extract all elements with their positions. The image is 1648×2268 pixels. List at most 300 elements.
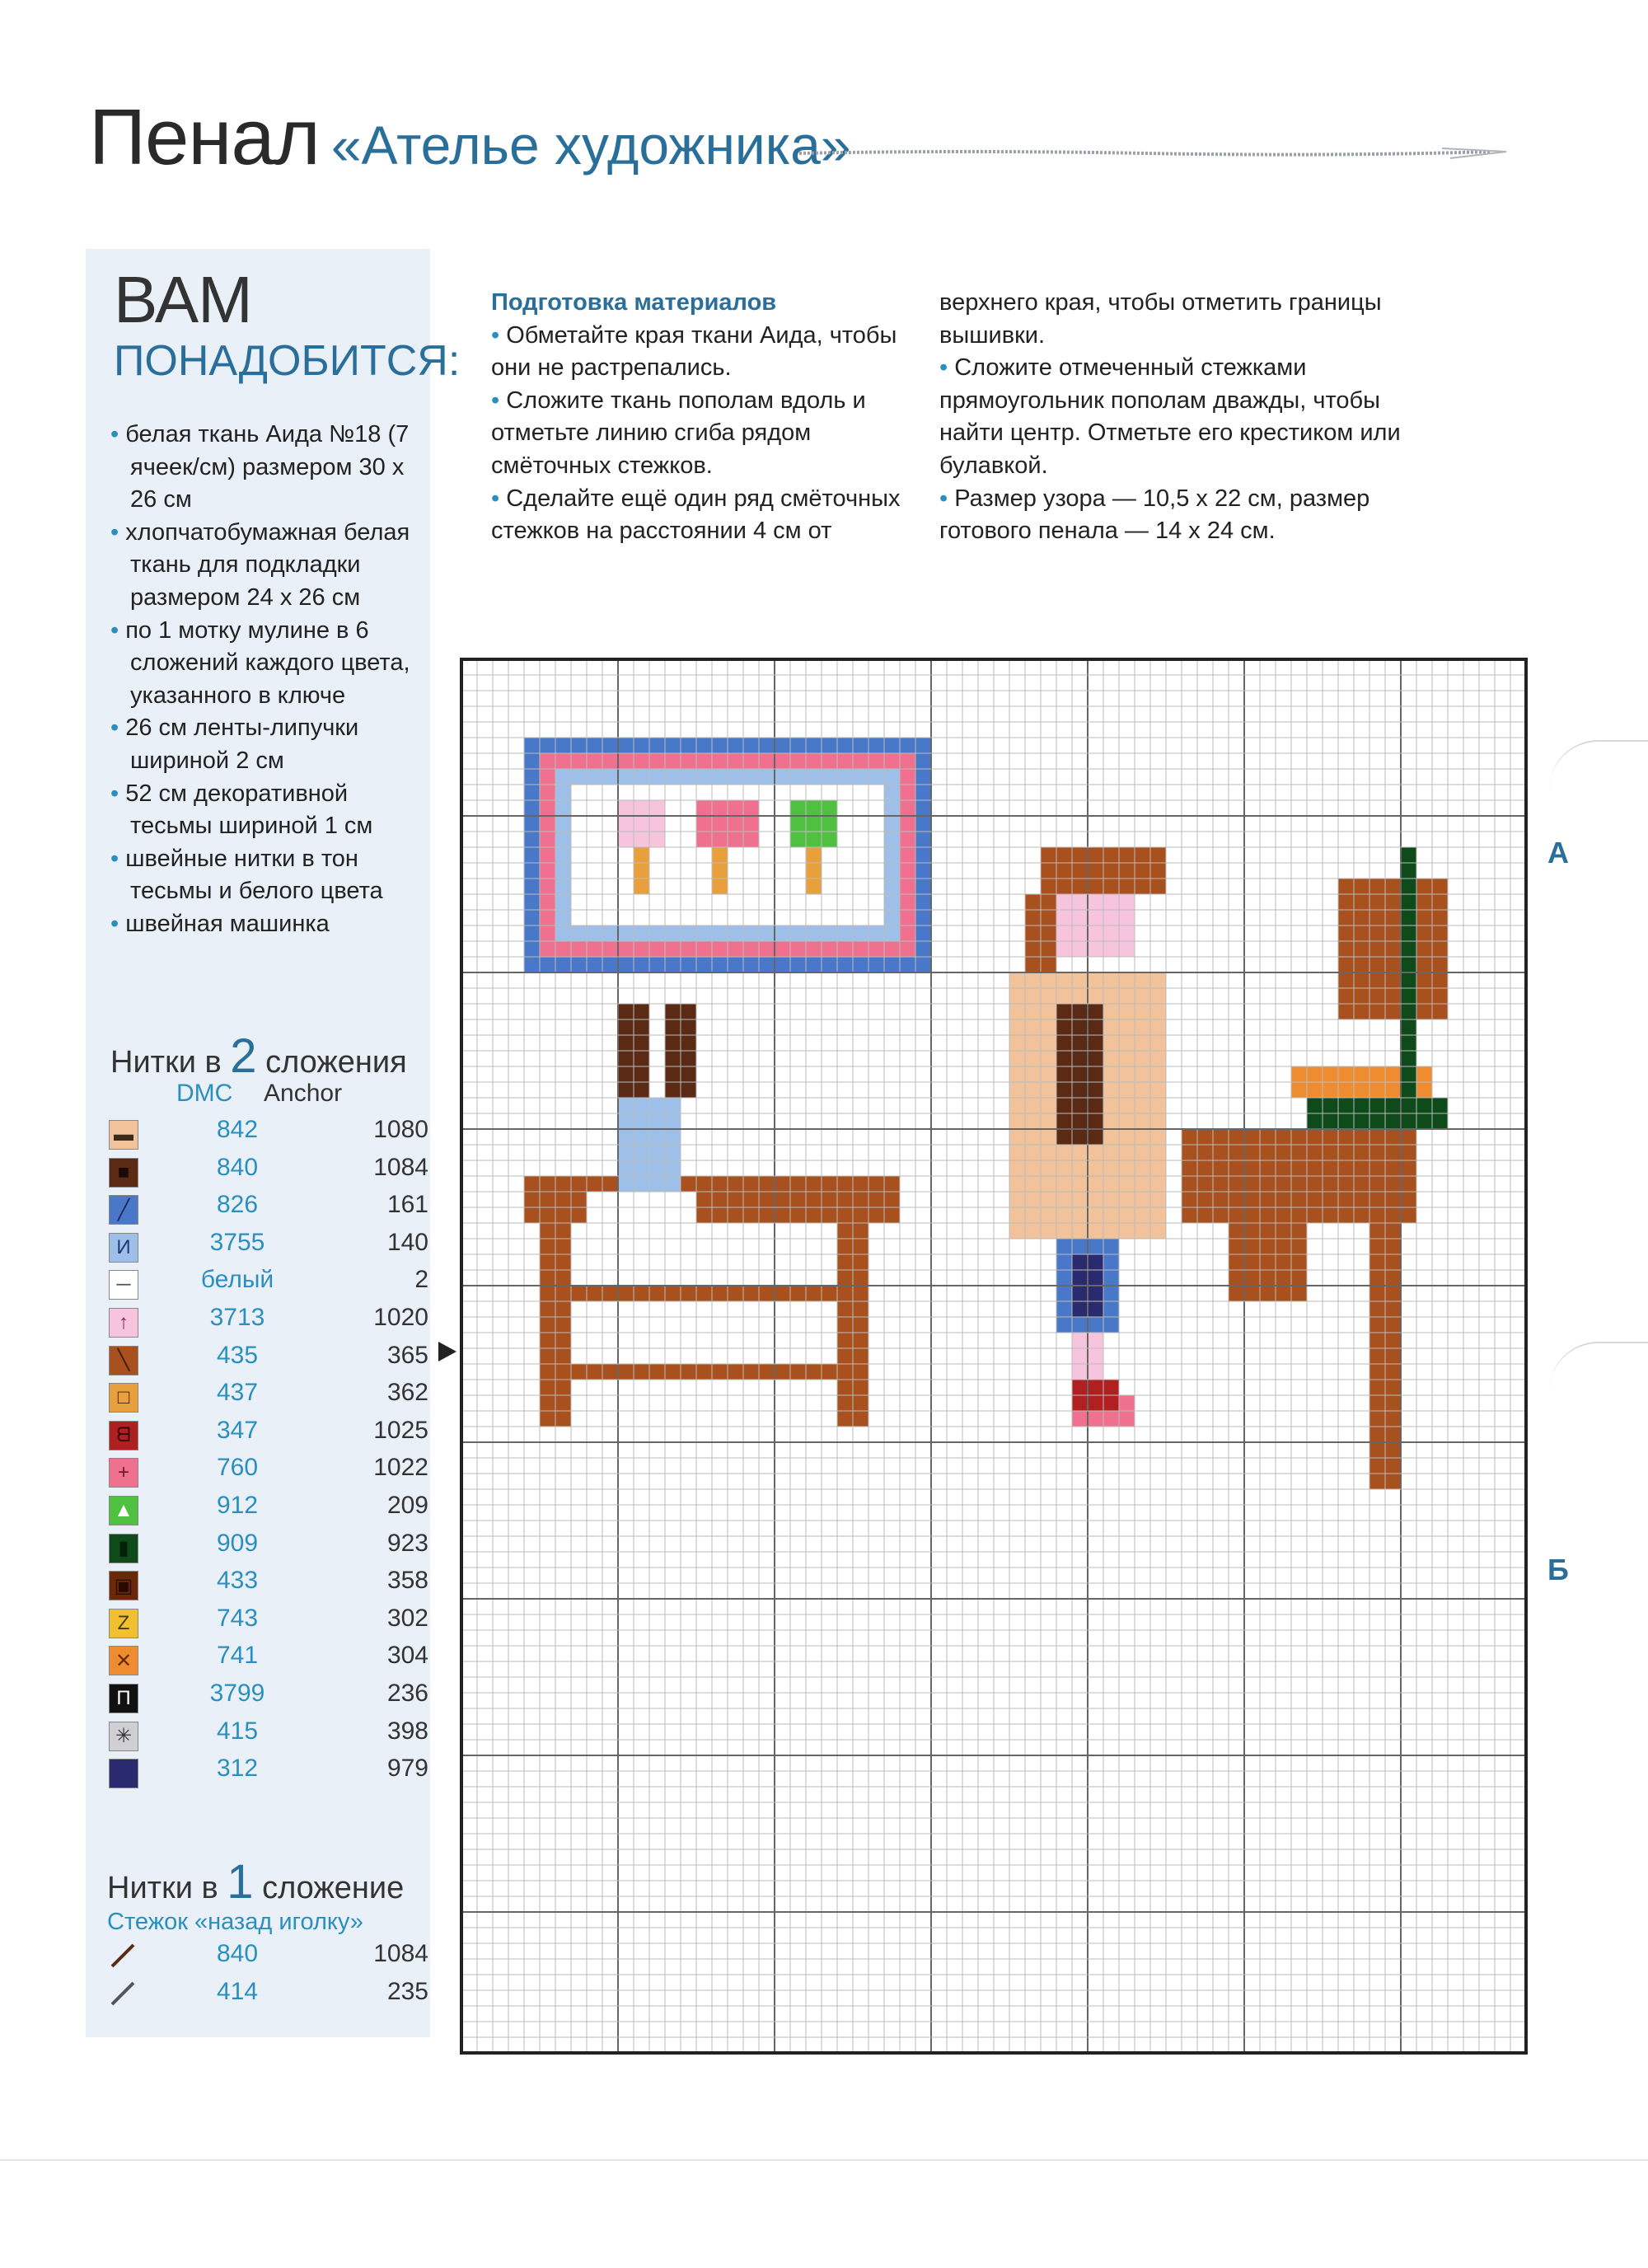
stitch [571, 847, 587, 863]
stitch [665, 816, 681, 832]
stitch [681, 910, 696, 925]
stitch [1150, 879, 1166, 894]
stitch [822, 800, 837, 816]
stitch [665, 1113, 681, 1129]
stitch [712, 941, 728, 957]
stitch [681, 800, 696, 816]
stitch [775, 910, 790, 925]
stitch [1385, 1254, 1401, 1270]
stitch [1009, 1004, 1025, 1019]
stitch [1323, 1066, 1338, 1082]
stitch [868, 800, 884, 816]
page-title [89, 92, 851, 183]
stitch [1135, 879, 1150, 894]
stitch [1369, 1019, 1385, 1035]
stitch [1119, 1207, 1135, 1223]
bottom-rule [0, 2159, 1648, 2161]
stitch [884, 863, 900, 879]
key-swatch: ■ [109, 1158, 138, 1188]
stitch [853, 769, 868, 785]
stitch [587, 957, 602, 972]
key-swatch: И [109, 1233, 138, 1263]
stitch [1025, 1035, 1041, 1051]
stitch [1135, 1066, 1150, 1082]
stitch [1354, 879, 1369, 894]
stitch [1088, 1113, 1103, 1129]
stitch [822, 1207, 837, 1223]
stitch [759, 800, 775, 816]
stitch [524, 957, 540, 972]
stitch [806, 941, 822, 957]
stitch [1369, 1301, 1385, 1317]
key-swatch: ✳ [109, 1722, 138, 1751]
center-arrow-icon [438, 1342, 456, 1361]
stitch [1385, 1098, 1401, 1113]
stitch [571, 1286, 587, 1301]
stitch [1119, 1066, 1135, 1082]
col-dmc-header: DMC [176, 1080, 233, 1107]
stitch [1401, 879, 1416, 894]
stitch [618, 1019, 634, 1035]
stitch [868, 832, 884, 847]
stitch [571, 832, 587, 847]
stitch [1088, 1333, 1103, 1348]
stitch [1088, 1129, 1103, 1145]
stitch [728, 785, 743, 800]
stitch [1354, 1035, 1369, 1051]
stitch [665, 863, 681, 879]
stitch [1150, 1082, 1166, 1098]
stitch [1338, 1004, 1354, 1019]
stitch [1416, 925, 1432, 941]
stitch [915, 941, 931, 957]
stitch [884, 894, 900, 910]
stitch [1307, 1207, 1323, 1223]
stitch [602, 816, 618, 832]
stitch [1150, 1223, 1166, 1239]
stitch [1150, 1004, 1166, 1019]
stitch [618, 769, 634, 785]
stitch [712, 910, 728, 925]
stitch [1323, 894, 1338, 910]
stitch [1416, 1019, 1432, 1035]
stitch [1323, 988, 1338, 1004]
stitch [665, 1004, 681, 1019]
stitch [1401, 1082, 1416, 1098]
stitch [1354, 1145, 1369, 1160]
stitch [540, 879, 555, 894]
stitch [555, 769, 571, 785]
stitch [1103, 1317, 1119, 1333]
stitch [884, 1207, 900, 1223]
stitch [524, 769, 540, 785]
stitch [806, 816, 822, 832]
stitch [712, 925, 728, 941]
stitch [1432, 1129, 1448, 1145]
stitch [712, 832, 728, 847]
stitch [1369, 1254, 1385, 1270]
stitch [1025, 1098, 1041, 1113]
stitch [555, 1333, 571, 1348]
stitch [1088, 925, 1103, 941]
stitch [1088, 1035, 1103, 1051]
key-row [109, 1452, 428, 1490]
stitch [1072, 1082, 1088, 1098]
backstitch-anchor: 1084 [373, 1940, 428, 1967]
stitch [775, 816, 790, 832]
stitch [790, 910, 806, 925]
stitch [1009, 1176, 1025, 1192]
stitch [1088, 972, 1103, 988]
stitch [1025, 1051, 1041, 1066]
stitch [1323, 879, 1338, 894]
stitch [900, 894, 915, 910]
stitch [1041, 1192, 1056, 1207]
stitch [806, 1286, 822, 1301]
stitch [555, 910, 571, 925]
stitch [1385, 832, 1401, 847]
stitch [1197, 1207, 1213, 1223]
stitch [1401, 1160, 1416, 1176]
stitch [853, 1192, 868, 1207]
stitch [759, 1176, 775, 1192]
stitch [1056, 1019, 1072, 1035]
stitch [681, 738, 696, 753]
stitch [696, 800, 712, 816]
stitch [665, 1160, 681, 1176]
stitch [1323, 1113, 1338, 1129]
key-anchor: 304 [386, 1642, 428, 1670]
stitch [1009, 972, 1025, 988]
stitch [1135, 1192, 1150, 1207]
stitch [775, 863, 790, 879]
stitch [571, 769, 587, 785]
stitch [837, 1270, 853, 1286]
stitch [1260, 1239, 1276, 1254]
stitch [1041, 1019, 1056, 1035]
stitch [1276, 1129, 1291, 1145]
stitch [1291, 1192, 1307, 1207]
stitch [1103, 1129, 1119, 1145]
stitch [1354, 988, 1369, 1004]
stitch [900, 863, 915, 879]
stitch [1056, 1051, 1072, 1066]
stitch [696, 753, 712, 769]
key-anchor: 1020 [373, 1304, 428, 1331]
stitch [806, 879, 822, 894]
stitch [1088, 1192, 1103, 1207]
stitch [915, 816, 931, 832]
stitch [1119, 1176, 1135, 1192]
stitch [1416, 1129, 1432, 1145]
stitch [1354, 941, 1369, 957]
stitch [1385, 1004, 1401, 1019]
stitch [618, 1066, 634, 1082]
stitch [1197, 1192, 1213, 1207]
stitch [1229, 1286, 1244, 1301]
backstitch-dmc: 414 [216, 1978, 259, 2005]
stitch [900, 910, 915, 925]
stitch [1323, 1051, 1338, 1066]
stitch [696, 863, 712, 879]
stitch [1416, 879, 1432, 894]
stitch [1009, 1192, 1025, 1207]
stitch [1103, 972, 1119, 988]
stitch [681, 941, 696, 957]
prep-item: • Размер узора — 10,5 х 22 см, размер готового пенала — 14 х 24 см. [939, 483, 1401, 548]
stitch [618, 1207, 634, 1223]
stitch [1150, 1129, 1166, 1145]
stitch [1009, 1160, 1025, 1176]
stitch [665, 769, 681, 785]
stitch [681, 863, 696, 879]
stitch [1056, 1301, 1072, 1317]
stitch [1338, 832, 1354, 847]
stitch [665, 1129, 681, 1145]
stitch [1307, 1192, 1323, 1207]
stitch [1072, 1098, 1088, 1113]
stitch [790, 925, 806, 941]
stitch [1307, 1160, 1323, 1176]
stitch [1432, 1098, 1448, 1113]
stitch [1338, 1176, 1354, 1192]
threads2-heading: Нитки в 2 сложения [110, 1029, 407, 1083]
stitch [1025, 988, 1041, 1004]
key-anchor: 302 [386, 1604, 428, 1632]
stitch [868, 785, 884, 800]
stitch [602, 800, 618, 816]
stitch [602, 832, 618, 847]
stitch [1338, 894, 1354, 910]
material-item: • белая ткань Аида №18 (7 ячеек/см) размером 30 х 26 см [110, 419, 424, 517]
stitch [822, 957, 837, 972]
stitch [1041, 972, 1056, 988]
stitch [649, 1364, 665, 1380]
stitch [618, 816, 634, 832]
stitch [587, 738, 602, 753]
stitch [853, 1395, 868, 1411]
stitch [915, 832, 931, 847]
stitch [634, 1113, 649, 1129]
stitch [649, 925, 665, 941]
stitch [1072, 1066, 1088, 1082]
stitch [1323, 1129, 1338, 1145]
stitch [555, 738, 571, 753]
stitch [1025, 894, 1041, 910]
prep-item: • Сложите отмеченный стежками прямоугольник пополам дважды, чтобы найти центр. Отметьте его крестиком или булавкой. [939, 352, 1401, 482]
stitch [1041, 894, 1056, 910]
stitch [1103, 1176, 1119, 1192]
stitch [1229, 1270, 1244, 1286]
stitch [1056, 1317, 1072, 1333]
stitch [681, 1004, 696, 1019]
stitch [555, 1176, 571, 1192]
stitch [822, 941, 837, 957]
stitch [759, 769, 775, 785]
stitch [681, 769, 696, 785]
stitch [681, 816, 696, 832]
stitch [681, 1066, 696, 1082]
stitch [1150, 1192, 1166, 1207]
stitch [602, 1192, 618, 1207]
stitch [775, 925, 790, 941]
stitch [837, 1411, 853, 1427]
stitch [1354, 925, 1369, 941]
stitch [649, 894, 665, 910]
stitch [634, 957, 649, 972]
stitch [1401, 910, 1416, 925]
stitch [618, 1286, 634, 1301]
stitch [696, 738, 712, 753]
stitch [1385, 972, 1401, 988]
stitch [1041, 1066, 1056, 1082]
stitch [1041, 1113, 1056, 1129]
stitch [1276, 1176, 1291, 1192]
prep-item: • Сделайте ещё один ряд смёточных стежков на расстоянии 4 см от [491, 483, 920, 548]
stitch [868, 816, 884, 832]
stitch [524, 941, 540, 957]
stitch [775, 879, 790, 894]
stitch [1323, 1160, 1338, 1176]
stitch [1323, 1082, 1338, 1098]
stitch [1103, 1035, 1119, 1051]
stitch [1401, 1176, 1416, 1192]
stitch [1385, 988, 1401, 1004]
stitch [634, 832, 649, 847]
stitch [1432, 1066, 1448, 1082]
stitch [1072, 1301, 1088, 1317]
stitch [822, 894, 837, 910]
stitch [1338, 988, 1354, 1004]
stitch [1150, 1098, 1166, 1113]
stitch [1197, 1160, 1213, 1176]
stitch [1401, 957, 1416, 972]
stitch [1432, 832, 1448, 847]
key-anchor: 398 [386, 1717, 428, 1745]
material-item: • по 1 мотку мулине в 6 сложений каждого цвета, указанного в ключе [110, 615, 424, 713]
stitch [1369, 1442, 1385, 1458]
stitch [1072, 941, 1088, 957]
stitch [634, 1192, 649, 1207]
stitch [1103, 879, 1119, 894]
stitch [1291, 1239, 1307, 1254]
stitch [602, 1286, 618, 1301]
stitch [634, 1066, 649, 1082]
stitch [1369, 1239, 1385, 1254]
stitch [1103, 1113, 1119, 1129]
stitch [1369, 1333, 1385, 1348]
stitch [618, 1098, 634, 1113]
stitch [1056, 972, 1072, 988]
stitch [602, 941, 618, 957]
stitch [1369, 941, 1385, 957]
stitch [649, 941, 665, 957]
stitch [884, 847, 900, 863]
stitch [540, 910, 555, 925]
stitch [884, 910, 900, 925]
stitch [1401, 988, 1416, 1004]
stitch [1009, 1082, 1025, 1098]
stitch [743, 941, 759, 957]
stitch [837, 1239, 853, 1254]
stitch [1385, 1192, 1401, 1207]
stitch [712, 879, 728, 894]
stitch [1385, 1129, 1401, 1145]
stitch [1291, 1176, 1307, 1192]
stitch [1432, 1004, 1448, 1019]
stitch [524, 816, 540, 832]
key-dmc: 3713 [209, 1304, 265, 1331]
stitch [540, 832, 555, 847]
stitch [524, 738, 540, 753]
stitch [1416, 832, 1432, 847]
stitch [571, 910, 587, 925]
stitch [634, 1145, 649, 1160]
stitch [900, 879, 915, 894]
stitch [1088, 1066, 1103, 1082]
stitch [1072, 863, 1088, 879]
stitch [555, 863, 571, 879]
stitch [540, 941, 555, 957]
stitch [884, 941, 900, 957]
stitch [540, 1286, 555, 1301]
stitch [618, 894, 634, 910]
stitch [775, 832, 790, 847]
key-dmc: 3755 [209, 1228, 265, 1256]
stitch [1401, 941, 1416, 957]
stitch [524, 753, 540, 769]
stitch [884, 785, 900, 800]
stitch [837, 1286, 853, 1301]
stitch [1369, 1066, 1385, 1082]
stitch [915, 925, 931, 941]
backstitch-line-icon [109, 1942, 137, 1970]
stitch [837, 1254, 853, 1270]
stitch [790, 800, 806, 816]
stitch [806, 769, 822, 785]
stitch [571, 941, 587, 957]
stitch [1291, 1066, 1307, 1082]
stitch [1385, 1286, 1401, 1301]
stitch [1088, 1411, 1103, 1427]
stitch [524, 800, 540, 816]
stitch [806, 1176, 822, 1192]
stitch [868, 957, 884, 972]
stitch [634, 1286, 649, 1301]
stitch [634, 1160, 649, 1176]
stitch [524, 925, 540, 941]
stitch [1119, 1035, 1135, 1051]
stitch [837, 1223, 853, 1239]
stitch [1025, 1019, 1041, 1035]
material-item: • 52 см декоративной тесьмы шириной 1 см [110, 778, 424, 843]
stitch [1009, 1129, 1025, 1145]
stitch [540, 957, 555, 972]
stitch [1385, 1427, 1401, 1442]
stitch [1056, 941, 1072, 957]
stitch [759, 816, 775, 832]
stitch [728, 1364, 743, 1380]
stitch [587, 941, 602, 957]
stitch [1103, 1051, 1119, 1066]
stitch [681, 894, 696, 910]
stitch [540, 1411, 555, 1427]
stitch [1088, 1207, 1103, 1223]
stitch [1244, 1254, 1260, 1270]
stitch [1056, 1254, 1072, 1270]
stitch [555, 1395, 571, 1411]
stitch [1135, 1207, 1150, 1223]
